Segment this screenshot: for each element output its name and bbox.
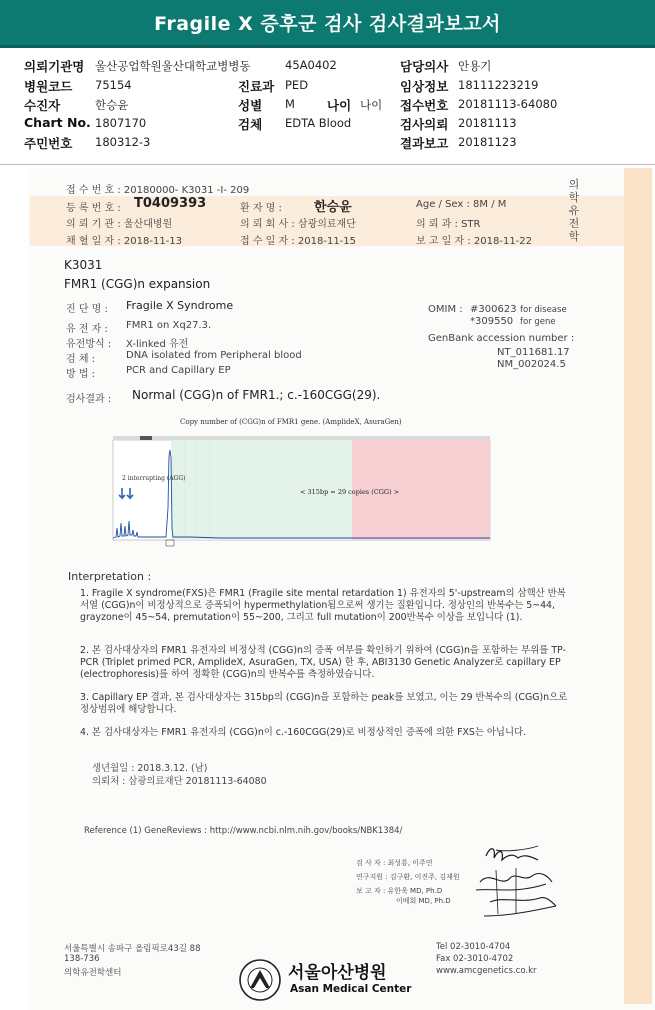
clinical-label: 임상정보 — [400, 79, 449, 94]
sex-value: M — [285, 97, 295, 111]
gene-label: 유 전 자 : — [66, 324, 108, 335]
age-label: 나이 — [327, 98, 352, 113]
website: www.amcgenetics.co.kr — [436, 966, 537, 976]
electropherogram-title: Copy number of (CGG)n of FMR1 gene. (AmplideX, AsuraGen) — [180, 418, 402, 426]
accession-number: 접 수 번 호 : 20180000- K3031 -I- 209 — [66, 185, 250, 196]
requesting-company: 의 뢰 회 사 : 삼광의료재단 — [240, 219, 356, 230]
birth-date: 생년월일 : 2018.3.12. (남) — [92, 763, 208, 774]
address-line-1: 서울특별시 송파구 올림픽로43길 88 — [64, 944, 201, 954]
specimen-value: EDTA Blood — [285, 116, 352, 130]
report-date-value: 20181123 — [458, 135, 517, 149]
dept-vertical-text: 의학유전학 — [568, 178, 580, 243]
institution-label: 의뢰기관명 — [24, 59, 85, 74]
resident-no-label: 주민번호 — [24, 136, 73, 151]
examinee-value: 한승윤 — [95, 98, 129, 112]
requesting-dept: 의 뢰 과 : STR — [416, 219, 481, 230]
omim-gene-note: for gene — [520, 317, 556, 327]
copy-number-annotation: < 315bp = 29 copies (CGG) > — [300, 488, 400, 496]
code2-value: 45A0402 — [285, 58, 337, 72]
patient-info-block — [0, 52, 655, 162]
omim-disease: #300623 — [470, 304, 517, 315]
patient-name-label: 환 자 명 : — [240, 203, 282, 214]
report-date-label: 결과보고 — [400, 136, 449, 151]
reporter-2: 이베회 MD, Ph.D — [396, 897, 451, 905]
clinical-value: 18111223219 — [458, 78, 539, 92]
diagnosis-label: 진 단 명 : — [66, 304, 108, 315]
age-value: 나이 — [360, 98, 383, 112]
sampling-date: 채 혈 일 자 : 2018-11-13 — [66, 236, 183, 247]
registration-number: T0409393 — [134, 196, 207, 211]
address-line-3: 의학유전학센터 — [64, 968, 122, 978]
fax: Fax 02-3010-4702 — [436, 954, 514, 964]
referring-org: 의뢰처 : 삼광의료재단 20181113-64080 — [92, 776, 267, 787]
electropherogram — [100, 418, 500, 548]
genbank-nt: NT_011681.17 — [497, 347, 570, 358]
omim-label: OMIM : — [428, 304, 463, 315]
hospital-code-value: 75154 — [95, 78, 132, 92]
logo-korean-name: 서울아산병원 — [288, 963, 387, 983]
request-value: 20181113 — [458, 116, 517, 130]
gene-value: FMR1 on Xq27.3. — [126, 320, 212, 331]
omim-gene: *309550 — [470, 316, 514, 327]
side-margin-strip — [624, 168, 652, 1004]
asan-foundation-emblem-icon — [238, 958, 282, 1002]
dept-label: 진료과 — [238, 79, 275, 94]
info-divider — [0, 164, 655, 165]
logo-english-name: Asan Medical Center — [290, 983, 412, 995]
chart-no-value: 1807170 — [95, 116, 147, 130]
diagnosis-value: Fragile X Syndrome — [126, 299, 234, 312]
receipt-date: 접 수 일 자 : 2018-11-15 — [240, 236, 357, 247]
dept-value: PED — [285, 78, 309, 92]
report-date: 보 고 일 자 : 2018-11-22 — [416, 236, 533, 247]
result-value: Normal (CGG)n of FMR1.; c.-160CGG(29). — [132, 388, 381, 402]
requesting-org: 의 뢰 기 관 : 울산대병원 — [66, 219, 173, 230]
hospital-code-label: 병원코드 — [24, 79, 73, 94]
interpretation-paragraph-4: 4. 본 검사대상자는 FMR1 유전자의 (CGG)n이 c.-160CGG(29)로 비정상적인 증폭에 의한 FXS는 아닙니다. — [80, 727, 527, 738]
test-code: K3031 — [64, 258, 103, 272]
test-name: FMR1 (CGG)n expansion — [64, 277, 211, 291]
doctor-label: 담당의사 — [400, 59, 449, 74]
specimen-label: 검체 — [238, 117, 263, 132]
receipt-label: 접수번호 — [400, 98, 449, 113]
interrupting-label: 2 interrupting (AGG) — [122, 475, 186, 482]
report-title: Fragile X 증후군 검사 검사결과보고서 — [154, 13, 501, 35]
research-support: 연구지원 : 김구환, 이진주, 김재원 — [356, 873, 460, 881]
signature-image — [456, 830, 566, 925]
method-value: PCR and Capillary EP — [126, 365, 231, 376]
omim-disease-note: for disease — [520, 305, 567, 315]
tester-names: 검 사 자 : 최성룡, 이주연 — [356, 859, 433, 867]
genbank-nm: NM_002024.5 — [497, 359, 566, 370]
patient-name: 한승윤 — [314, 200, 352, 215]
institution-value: 울산공업학원울산대학교병병동 — [95, 59, 251, 73]
report-title-bar — [0, 0, 655, 48]
specimen-type-label: 검 체 : — [66, 354, 96, 365]
reference-link: Reference (1) GeneReviews : http://www.ncbi.nlm.nih.gov/books/NBK1384/ — [84, 826, 403, 836]
genbank-label: GenBank accession number : — [428, 333, 575, 344]
method-label: 방 법 : — [66, 369, 96, 380]
asan-logo — [238, 958, 418, 1002]
interpretation-title: Interpretation : — [68, 570, 152, 583]
inheritance-value: X-linked 유전 — [126, 339, 189, 350]
specimen-type-value: DNA isolated from Peripheral blood — [126, 350, 302, 361]
sex-label: 성별 — [238, 98, 263, 113]
inheritance-label: 유전방식 : — [66, 339, 112, 350]
doctor-value: 안용기 — [458, 59, 492, 73]
registration-label: 등 록 번 호 : — [66, 203, 121, 214]
telephone: Tel 02-3010-4704 — [436, 942, 511, 952]
resident-no-value: 180312-3 — [95, 135, 151, 149]
interpretation-paragraph-1: 1. Fragile X syndrome(FXS)은 FMR1 (Fragile site mental retardation 1) 유전자의 5'-upstream의 삼핵산 반복서열 (CGG)n이 비정상적으로 증폭되어 hypermethylation됨으로써 생기는 질환입니다. 정상인의 반복수는 5~44, grayzone이 45~54, premutation이 55~200, 그리고 full mutation이 200반복수 이상을 보입니다 (1). — [80, 588, 566, 623]
interpretation-paragraph-2: 2. 본 검사대상자의 FMR1 유전자의 비정상적 (CGG)n의 증폭 여부를 확인하기 위하여 (CGG)n을 포함하는 부위를 TP-PCR (Triplet primed PCR, AmplideX, AsuraGen, TX, USA) 한 후, ABI3130 Genetic Analyzer로 capillary EP (electrophoresis)를 하여 정확한 (CGG)n의 반복수를 측정하였습니다. — [80, 645, 566, 680]
age-sex: Age / Sex : 8M / M — [416, 199, 507, 210]
request-label: 검사의뢰 — [400, 117, 449, 132]
reporter-1: 보 고 자 : 유한욱 MD, Ph.D — [356, 887, 443, 895]
chart-no-label: Chart No. — [24, 115, 91, 130]
address-line-2: 138-736 — [64, 954, 100, 964]
result-label: 검사결과 : — [66, 394, 112, 405]
interpretation-paragraph-3: 3. Capillary EP 결과, 본 검사대상자는 315bp의 (CGG)n을 포함하는 peak를 보였고, 이는 29 반복수의 (CGG)n으로 정상범위에 해당합니다. — [80, 692, 568, 715]
electropherogram-plot — [100, 418, 500, 548]
examinee-label: 수진자 — [24, 98, 61, 113]
receipt-value: 20181113-64080 — [458, 97, 558, 111]
